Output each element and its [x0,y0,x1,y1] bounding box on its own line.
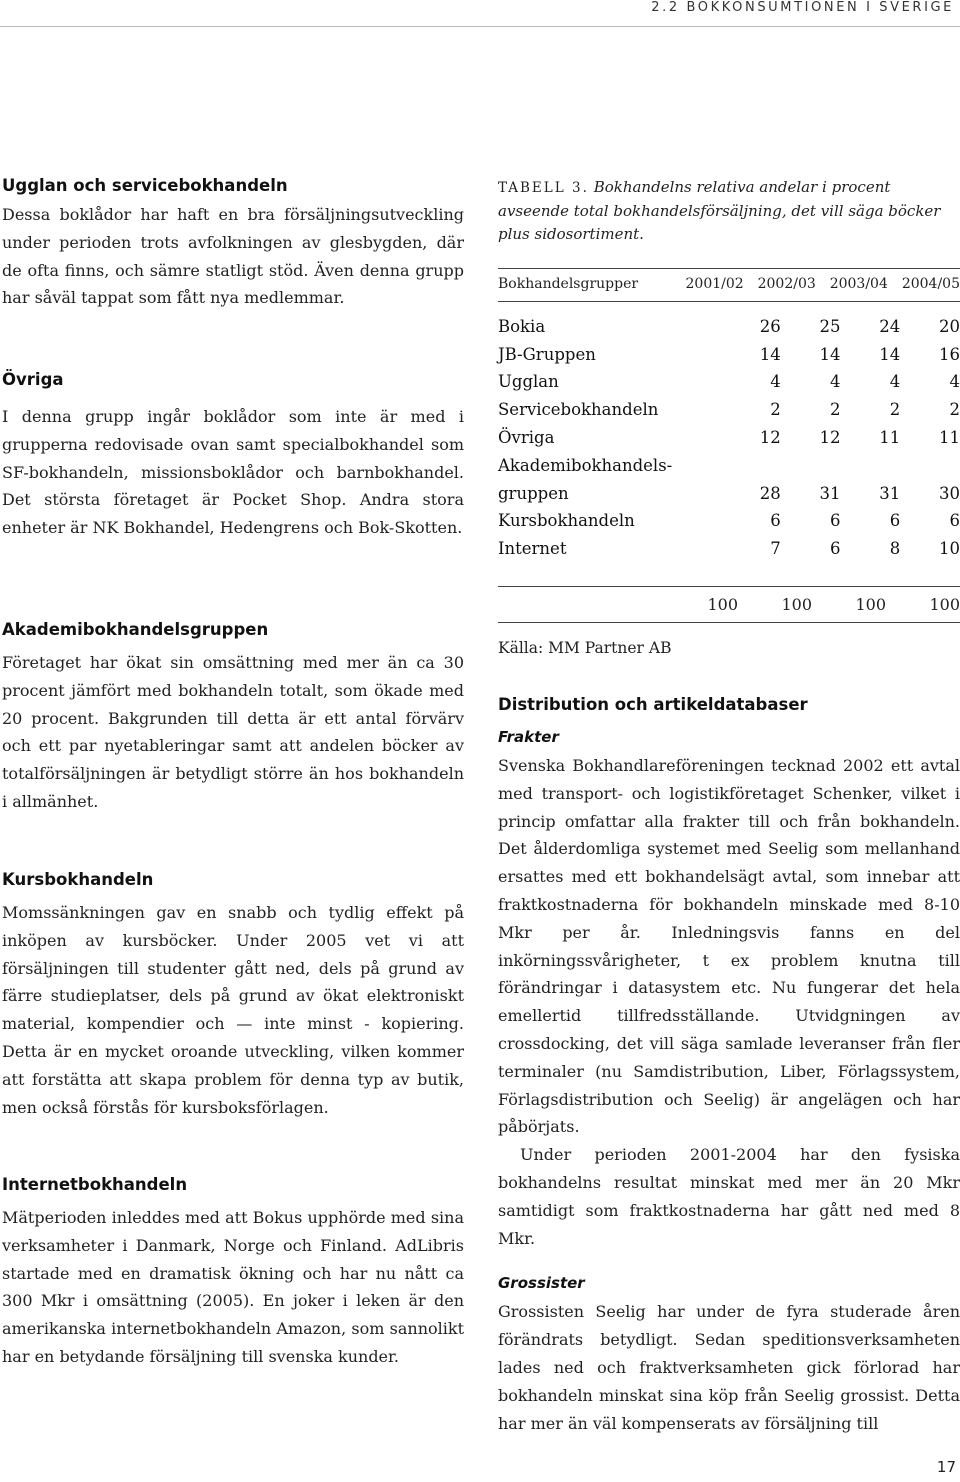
table-row [498,475,960,503]
row-label: Ugglan [498,372,559,392]
row-label: Övriga [498,427,555,447]
text-frakter: Svenska Bokhandlareföreningen tecknad 2002 ett avtal med transport- och logistikföretaget Schenker, vilket i princip omfattar alla frakter till och från bokhandeln. Det ålderdomliga systemet med Seelig som mellanhand ersattes med ett bokhandelsägt avtal, som innebar att fraktkostnaderna för bokhandeln minskade med 8-10 Mkr per år. Inledningsvis fanns en del inkörningssvårigheter, t ex problem knutna till förändringar i datasystem etc. Nu fungerar det hela emellertid tillfredsställande. Utvidgningen av crossdocking, det vill säga samlade leveranser från fler terminaler (nu Samdistribution, Liber, Förlagssystem, Förlagsdistribution och Seelig) är angelägen och har påbörjats. [498,756,960,1137]
text-kurs: Momssänkningen gav en snabb och tydlig effekt på inköpen av kursböcker. Under 2005 vet vi att försäljningen till studenter gått ned, dels på grund av färre studieplatser, dels på grund av ökat elektroniskt material, kompendier och — inte minst - kopiering. Detta är en mycket oroande utveckling, vilken kommer att forstätta att skapa problem för denna typ av butik, men också förstås för kursboksförlagen. [2,903,464,1117]
col-header: 2001/02 [685,276,744,292]
row-label: Servicebokhandeln [498,400,659,420]
value-cell: 16 [939,344,960,364]
value-cell: 30 [939,483,960,503]
section-ovriga [2,370,464,542]
value-cell: 6 [889,511,901,531]
empty-cell [781,447,841,475]
table-bottom-rule [498,622,960,623]
value-cell: 11 [939,427,960,447]
row-label: JB-Gruppen [498,344,596,364]
table-caption-block [498,176,960,246]
table-caption-text: Bokhandelns relativa andelar i procent avseende total bokhandelsförsäljning, det vill säga böcker plus sidosortiment. [498,178,941,243]
text-ugglan: Dessa boklådor har haft en bra försäljningsutveckling under perioden trots avfolkningen av glesbygden, där de ofta finns, och sämre statligt stöd. Även denna grupp har såväl tappat som fått nya medlemmar. [2,205,464,308]
table-caption [498,176,960,246]
table-row [498,503,960,531]
value-cell: 4 [889,372,901,392]
total-cell: 100 [929,595,960,615]
text-grossister: Grossisten Seelig har under de fyra studerade åren förändrats betydligt. Sedan speditionsverksamheten lades ned och fraktverksamheten gick förlorad har bokhandeln minskat sina köp från Seelig grossist. Detta har mer än väl kompenserats av försäljning till [498,1302,960,1433]
col-header: 2003/04 [829,276,888,292]
col-header: 2004/05 [901,276,960,292]
row-label: Bokia [498,316,546,336]
section-akademi [2,620,464,816]
value-cell: 31 [819,483,841,503]
value-cell: 8 [889,539,901,559]
table-row [498,364,960,392]
value-cell: 25 [819,316,841,336]
value-cell: 14 [759,344,781,364]
row-label: Kursbokhandeln [498,511,635,531]
value-cell: 6 [949,511,960,531]
value-cell: 14 [819,344,841,364]
value-cell: 6 [830,539,841,559]
value-cell: 2 [949,400,960,420]
total-cell: 100 [707,595,738,615]
value-cell: 20 [939,316,960,336]
table-row [498,419,960,447]
value-cell: 7 [770,539,781,559]
empty-cell [841,447,901,475]
table-row [498,530,960,558]
row-label: Akademibokhandels- [498,455,673,475]
section-distribution [498,695,960,1437]
header-rule [0,26,960,27]
heading-kurs: Kursbokhandeln [2,870,154,889]
table-label: TABELL 3. [498,180,589,196]
col-header: 2002/03 [757,276,816,292]
value-cell: 12 [819,427,841,447]
table-row [498,308,960,336]
table-totals [498,595,960,614]
heading-akademi: Akademibokhandelsgruppen [2,620,269,639]
value-cell: 28 [759,483,781,503]
value-cell: 26 [759,316,781,336]
table-total-rule [498,586,960,587]
section-ugglan [2,176,464,312]
table-header-rule [498,301,960,302]
page-number: 17 [936,1458,956,1476]
table-row [498,336,960,364]
value-cell: 11 [879,427,901,447]
value-cell: 2 [889,400,901,420]
value-cell: 4 [770,372,781,392]
row-label: gruppen [498,483,569,503]
value-cell: 2 [770,400,781,420]
section-internet [2,1175,464,1371]
section-kurs [2,870,464,1121]
total-cell: 100 [781,595,812,615]
running-header: 2.2 BOKKONSUMTIONEN I SVERIGE [651,0,954,15]
col-header: Bokhandelsgrupper [498,276,639,292]
table-source: Källa: MM Partner AB [498,639,672,658]
value-cell: 4 [830,372,841,392]
value-cell: 2 [830,400,841,420]
text-akademi: Företaget har ökat sin omsättning med mer än ca 30 procent jämfört med bokhandeln totalt, som ökade med 20 procent. Bakgrunden till detta är ett antal förvärv och ett par nyetableringar samt att andelen böcker av totalförsäljningen är betydligt större än hos bokhandeln i allmänhet. [2,653,464,811]
value-cell: 4 [949,372,960,392]
value-cell: 6 [830,511,841,531]
empty-cell [900,447,960,475]
text-internet: Mätperioden inleddes med att Bokus upphörde med sina verksamheter i Danmark, Norge och Finland. AdLibris startade med en dramatisk ökning och har nu nått ca 300 Mkr i omsättning (2005). En joker i leken är den amerikanska internetbokhandeln Amazon, som sannolikt har en betydande försäljning till svenska kunder. [2,1208,464,1366]
empty-cell [721,447,781,475]
heading-ugglan: Ugglan och servicebokhandeln [2,176,288,195]
subheading-grossister: Grossister [498,1274,585,1293]
table-header-row [498,269,960,299]
row-label: Internet [498,539,567,559]
value-cell: 31 [879,483,901,503]
share-table-body [498,308,960,558]
table-row [498,447,960,475]
text-ovriga: I denna grupp ingår boklådor som inte är med i grupperna redovisade ovan samt specialbokhandel som SF-bokhandeln, missionsboklådor och barnbokhandel. Det största företaget är Pocket Shop. Andra stora enheter är NK Bokhandel, Hedengrens och Bok-Skotten. [2,407,464,538]
value-cell: 24 [879,316,901,336]
heading-internet: Internetbokhandeln [2,1175,188,1194]
subheading-frakter: Frakter [498,728,559,746]
text-frakter-2: Under perioden 2001-2004 har den fysiska bokhandelns resultat minskat med mer än 20 Mkr samtidigt som fraktkostnaderna har gått ned med 8 Mkr. [498,1145,960,1248]
value-cell: 14 [879,344,901,364]
value-cell: 10 [939,539,960,559]
heading-ovriga: Övriga [2,370,64,389]
share-table [498,269,960,299]
table-block [498,268,960,657]
table-row [498,391,960,419]
value-cell: 6 [770,511,781,531]
heading-distribution: Distribution och artikeldatabaser [498,695,808,714]
value-cell: 12 [759,427,781,447]
total-cell: 100 [855,595,886,615]
